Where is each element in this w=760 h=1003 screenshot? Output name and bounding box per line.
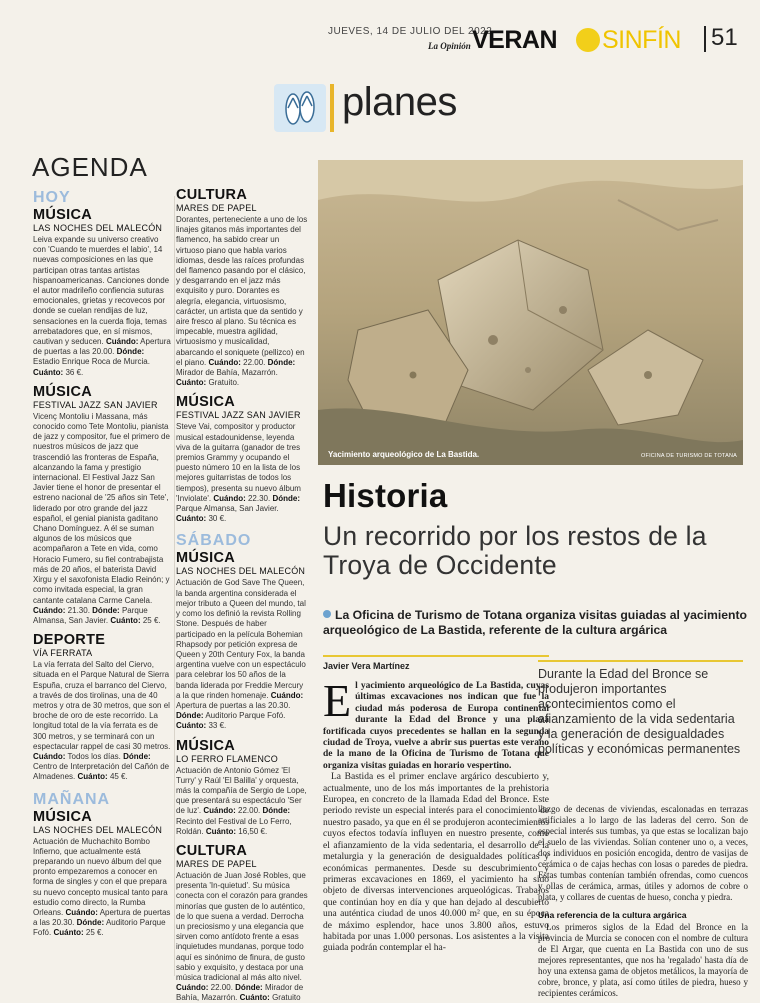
event-text: Dorantes, perteneciente a uno de los linajes gitanos más importantes del flamenco, ha sabido crear un virtuoso piano que habla varios idiomas, desde las raíces profundas del flamenco pasando por el clásico, y desgarrando en el jazz más exquisito y puro. Dorantes es alegría, elegancia, virtuosismo, carácter, un artista que da sentido y aire fresco al plano. Su técnica es impecable, muestra agilidad, virtuosismo y musicalidad, abarcando el soniquete (pellizco) en el piano. <box>176 215 308 367</box>
event-price: 33 €. <box>208 721 227 731</box>
agenda-title: AGENDA <box>32 152 148 182</box>
event-when: 22.00. <box>210 983 233 993</box>
masthead <box>300 22 750 54</box>
event-price: Gratuito <box>272 993 301 1003</box>
flip-flops-icon <box>280 88 320 128</box>
agenda-event <box>33 810 173 939</box>
photo-credit: OFICINA DE TURISMO DE TOTANA <box>641 453 737 459</box>
newspaper-name: La Opinión <box>428 41 471 51</box>
event-price: 16,50 €. <box>238 826 268 836</box>
event-description <box>176 422 308 524</box>
bullet-icon <box>323 610 331 618</box>
event-name: MARES DE PAPEL <box>176 203 257 213</box>
event-description <box>33 660 173 782</box>
agenda-event <box>33 633 173 782</box>
event-price-label: Cuánto: <box>239 993 270 1003</box>
event-where: Parque Almansa, San Javier. <box>33 605 148 625</box>
section-heading <box>274 80 484 140</box>
event-price-label: Cuánto: <box>205 826 237 836</box>
agenda-event <box>176 188 308 388</box>
event-price-label: Cuánto: <box>33 367 64 377</box>
article-lead-paragraph <box>323 675 549 772</box>
deck-text: La Oficina de Turismo de Totana organiza visitas guiadas al yacimiento arqueológico de La Bastida, referente de la cultura argárica <box>323 608 747 637</box>
event-where-label: Dónde: <box>176 711 204 721</box>
event-when-label: Cuándo: <box>203 806 236 816</box>
event-description <box>33 412 173 626</box>
agenda-event <box>176 739 308 837</box>
event-name: LAS NOCHES DEL MALECÓN <box>176 566 306 577</box>
event-category: MÚSICA <box>33 207 92 223</box>
section-icon-box <box>274 84 326 132</box>
event-when-label: Cuándo: <box>208 357 241 367</box>
drop-cap: E <box>323 675 352 726</box>
agenda-column-2 <box>176 188 308 1003</box>
article-subhead: Una referencia de la cultura argárica <box>538 910 687 920</box>
event-category: CULTURA <box>176 187 248 203</box>
article-headline: Un recorrido por los restos de la Troya de Occidente <box>323 521 707 580</box>
event-price: 30 €. <box>208 514 227 524</box>
event-when-label: Cuándo: <box>33 605 66 615</box>
event-where-label: Dónde: <box>235 983 263 993</box>
event-when-label: Cuándo: <box>213 493 246 503</box>
event-description <box>176 871 308 1003</box>
event-price-label: Cuánto: <box>53 928 84 938</box>
event-where: Estadio Enrique Roca de Murcia. <box>33 357 150 367</box>
article-kicker: Historia <box>323 477 448 514</box>
event-price: 25 €. <box>85 928 104 938</box>
event-when: Apertura de puertas a las 20.30. <box>33 907 171 928</box>
event-where: Recinto del Festival de Lo Ferro, Roldán. <box>176 816 292 836</box>
sun-icon <box>576 28 600 52</box>
page-number: 51 <box>711 24 738 51</box>
event-category: CULTURA <box>176 842 248 859</box>
masthead-divider <box>704 26 706 52</box>
event-when: 21.30. <box>67 605 90 615</box>
event-where: Mirador de Bahía, Mazarrón. <box>176 368 278 378</box>
event-where-label: Dónde: <box>116 347 145 357</box>
agenda-event <box>33 385 173 626</box>
lead-text: l yacimiento arqueológico de La Bastida, cuyas últimas excavaciones nos indican que fue la ciudad más poderosa de Europa continental durante la Edad del Bronce y una plaza fortificada cuyos precedentes se hallan en la segunda ciudad de Troya, vuelve a abrir sus puertas este verano de la mano de la Oficina de Turismo de Totana que organiza visitas guiadas en horario vespertino. <box>323 681 549 771</box>
event-price-label: Cuánto: <box>176 378 207 388</box>
event-when-label: Cuándo: <box>270 690 304 700</box>
article-deck <box>323 608 748 638</box>
event-when-label: Cuándo: <box>105 337 139 347</box>
event-category: MÚSICA <box>33 383 92 400</box>
event-where-label: Dónde: <box>76 918 105 928</box>
article-body-column-2 <box>538 804 748 999</box>
event-when: Todos los días. <box>67 751 121 761</box>
event-where-label: Dónde: <box>262 806 291 816</box>
event-name: LO FERRO FLAMENCO <box>176 753 278 764</box>
agenda-event <box>33 208 173 378</box>
event-text: Vicenç Montoliu i Massana, más conocido como Tete Montoliu, pianista de jazz y compositor, fue el primero de nuestros músicos de jazz que trascendió las fronteras de España, alcanzando la fama y prestigio internacional. El Festival Jazz San Javier tiene el honor de presentar el estreno nacional de '25 años sin Tete', liderado por otro grande del jazz español, el genial pianista gaditano Chano Domínguez. A él se suman algunos de los músicos que acompañaron a Tete en vida, como Horacio Fumero, su fiel contrabajista más de 20 años, el baterista David Xirgu y el saxofonista Eladio Reinón; y como invitada especial, la gran cantante catalana Carme Canela. <box>33 411 170 605</box>
event-price-label: Cuánto: <box>176 721 207 731</box>
author-rule <box>323 655 549 657</box>
event-text: Leiva expande su universo creativo con 'Cuando te muerdes el labio', 14 nuevas composiciones en las que participan otras tantas artistas hispanoamericanas. Canciones donde el autor madrileño confiencia suturas emocionales, grietas y recovecos por donde se cuelan rendijas de luz, sensaciones en la cuerda floja, temas arrebatadores que, en sí mismos, cautivan y seducen. <box>33 235 170 347</box>
event-category: MÚSICA <box>176 550 235 567</box>
column-divider <box>174 196 175 976</box>
event-when: 22.30. <box>247 493 271 503</box>
event-price-label: Cuánto: <box>77 772 108 782</box>
event-text: Actuación de Juan José Robles, que presenta 'In-quietud'. Su música conecta con el corazón para grandes minorías que gusten de lo auténtico, de lo que suena a verdad. Derrocha un preciosismo y una elegancia que sirven como antídoto frente a esas inquietudes mundanas, porque todo aquí es sinónimo de finura, de gusto sabio y exquisito, y destaca por una música tradicional al más alto nivel. <box>176 870 308 982</box>
event-category: MÚSICA <box>176 394 235 411</box>
event-category: DEPORTE <box>33 632 106 649</box>
event-where: Auditorio Parque Fofó. <box>205 711 286 721</box>
event-category: MÚSICA <box>176 737 235 754</box>
supplement-name-b: SINFÍN <box>602 26 681 54</box>
event-where: Mirador de Bahía, Mazarrón. <box>176 983 304 1003</box>
event-when-label: Cuándo: <box>176 983 209 993</box>
event-description <box>176 578 308 731</box>
event-where: Auditorio Parque Fofó. <box>33 918 166 938</box>
article-author: Javier Vera Martínez <box>323 661 410 671</box>
event-when: 22.00. <box>243 357 266 367</box>
event-when: Apertura de puertas a las 20.00. <box>33 337 171 357</box>
event-description <box>176 766 308 837</box>
agenda-event <box>176 844 308 1003</box>
event-when-label: Cuándo: <box>65 907 98 917</box>
agenda-day-heading: MAÑANA <box>33 790 111 808</box>
event-where-label: Dónde: <box>267 357 296 367</box>
event-price-label: Cuánto: <box>176 514 207 524</box>
event-price: 45 €. <box>109 772 128 782</box>
event-description <box>176 215 308 388</box>
event-where-label: Dónde: <box>92 605 120 615</box>
event-price-label: Cuánto: <box>110 615 141 625</box>
section-title: planes <box>342 80 457 124</box>
agenda-event <box>176 551 308 731</box>
event-name: LAS NOCHES DEL MALECÓN <box>33 223 163 233</box>
article-paragraph: llazgo de decenas de viviendas, escalonadas en terrazas artificiales a lo largo de las laderas del cerro. Son de especial interés sus tumbas, ya que estas se localizan bajo el suelo de las viviendas. Solían contener uno o, a veces, dos individuos en posición encogida, dentro de vasijas de cerámica o de cajas hechas con losas o paredes de piedra. Estas tumbas contenían también ofrendas, como cuencos y ollas de cerámica, armas, útiles y adornos de cobre o plata, y collares de cuentas de hueso, concha y piedra. <box>538 804 748 902</box>
event-name: VÍA FERRATA <box>33 648 93 659</box>
article-body-column-1 <box>323 675 549 955</box>
event-price: Gratuito. <box>208 378 240 388</box>
event-when: Apertura de puertas a las 20.30. <box>176 700 291 710</box>
section-accent-bar <box>330 84 334 132</box>
event-where: Centro de Interpretación del Cañón de Almadenes. <box>33 762 170 782</box>
agenda-day-heading: SÁBADO <box>176 532 252 550</box>
pull-quote: Durante la Edad del Bronce se produjeron importantes acontecimientos como el afianzamiento de la vida sedentaria y la generación de desigualdades políticas y económicas permanentes <box>538 660 743 757</box>
event-where-label: Dónde: <box>123 751 151 761</box>
article-paragraph: Los primeros siglos de la Edad del Bronce en la provincia de Murcia se conocen con el nombre de cultura de El Argar, que cuenta en La Bastida con uno de sus mejores representantes, que nos ha 'regalado' hasta día de hoy una extensa gama de objetos metálicos, la mayoría de cobre, bronce, y plata, así como útiles de piedra, hueso y recipientes cerámicos. <box>538 922 748 998</box>
event-where-label: Dónde: <box>272 493 301 503</box>
event-category: MÚSICA <box>33 808 92 825</box>
excavation-photo-illustration <box>318 160 743 465</box>
event-when-label: Cuándo: <box>33 751 66 761</box>
event-name: MARES DE PAPEL <box>176 858 257 869</box>
event-description <box>33 235 173 378</box>
article-paragraph: La Bastida es el primer enclave argárico descubierto y, actualmente, uno de los más importantes de la prehistoria Europea, en concreto de la llamada Edad del Bronce. Este periodo reviste un especial interés para el conocimiento de nuestro pasado, ya que en él se produjeron acontecimientos cuyos efectos todavía influyen en nuestro presente, como el afianzamiento de la vida sedentaria, el desarrollo de la metalurgia y la generación de desigualdades políticas y económicas permanentes. Desde su descubrimiento y primeras excavaciones en 1869, el yacimiento ha sido objeto de diversas intervenciones arqueológicas. Trabajos que continúan hoy en día y que han dejado al descubierto una auténtica ciudad de unos 40.000 m² que, en su época de máximo esplendor, hace unos 3.800 años, estuvo habitada por unas 1.000 personas. Los asistentes a la visita guiada podrán contemplar el ha- <box>323 772 549 954</box>
agenda-column-1 <box>33 188 173 946</box>
event-text: Actuación de Antonio Gómez 'El Turry' y Raúl 'El Balilla' y orquesta, más la compañía de Sergio de Lope, que presentará su espectáculo 'Ser de luz'. <box>176 765 307 816</box>
photo-caption: Yacimiento arqueológico de La Bastida. <box>328 450 480 459</box>
event-text: Steve Vai, compositor y productor musical estadounidense, leyenda viva de la guitarra (ganador de tres premios Grammy y ocupando el puesto número 10 en la lista de los mejores guitarristas de todos los tiempos), presenta su nuevo álbum 'Inviolate'. <box>176 422 301 503</box>
agenda-day-heading: HOY <box>33 189 71 206</box>
event-price: 25 €. <box>142 615 161 625</box>
event-name: LAS NOCHES DEL MALECÓN <box>33 824 163 835</box>
event-text: Actuación de Muchachito Bombo Infierno, que actualmente está preparando un nuevo álbum del que pronto empezaremos a conocer en forma de singles y con el que prepara su nuevo concepto musical tanto para estudio como directo, la Rumba Orleans. <box>33 836 168 917</box>
event-text: Actuación de God Save The Queen, la banda argentina considerada el mejor tributo a Queen del mundo, tal y como los definió la revista Rolling Stone. Después de haber participado en la película Bohemian Rhapsody por petición expresa de Queen y 20th Century Fox, la banda argentina vuelve con un espectáculo para celebrar los 50 años de la banda liderada por Freddie Mercury a la que rinden homenaje. <box>176 578 306 700</box>
event-where: Parque Almansa, San Javier. <box>176 504 279 514</box>
article-photo <box>318 160 743 465</box>
event-price: 36 €. <box>65 367 84 377</box>
issue-date: JUEVES, 14 DE JULIO DEL 2022 <box>328 26 493 37</box>
event-text: La vía ferrata del Salto del Ciervo, situada en el Parque Natural de Sierra Espuña, cruza el barranco del Ciervo, a través de dos tirolinas, una de 40 metros y otra de 30 metros, que son el broche de oro de este recorrido. La longitud total de la vía ferrata es de 300 metros, y se terminará con un espectacular rappel de casi 30 metros. <box>33 660 171 751</box>
event-description <box>33 837 173 939</box>
event-name: FESTIVAL JAZZ SAN JAVIER <box>33 399 158 410</box>
agenda-event <box>176 395 308 524</box>
event-when: 22.00. <box>238 806 261 816</box>
supplement-name-a: VERAN <box>472 26 558 54</box>
event-name: FESTIVAL JAZZ SAN JAVIER <box>176 410 301 421</box>
